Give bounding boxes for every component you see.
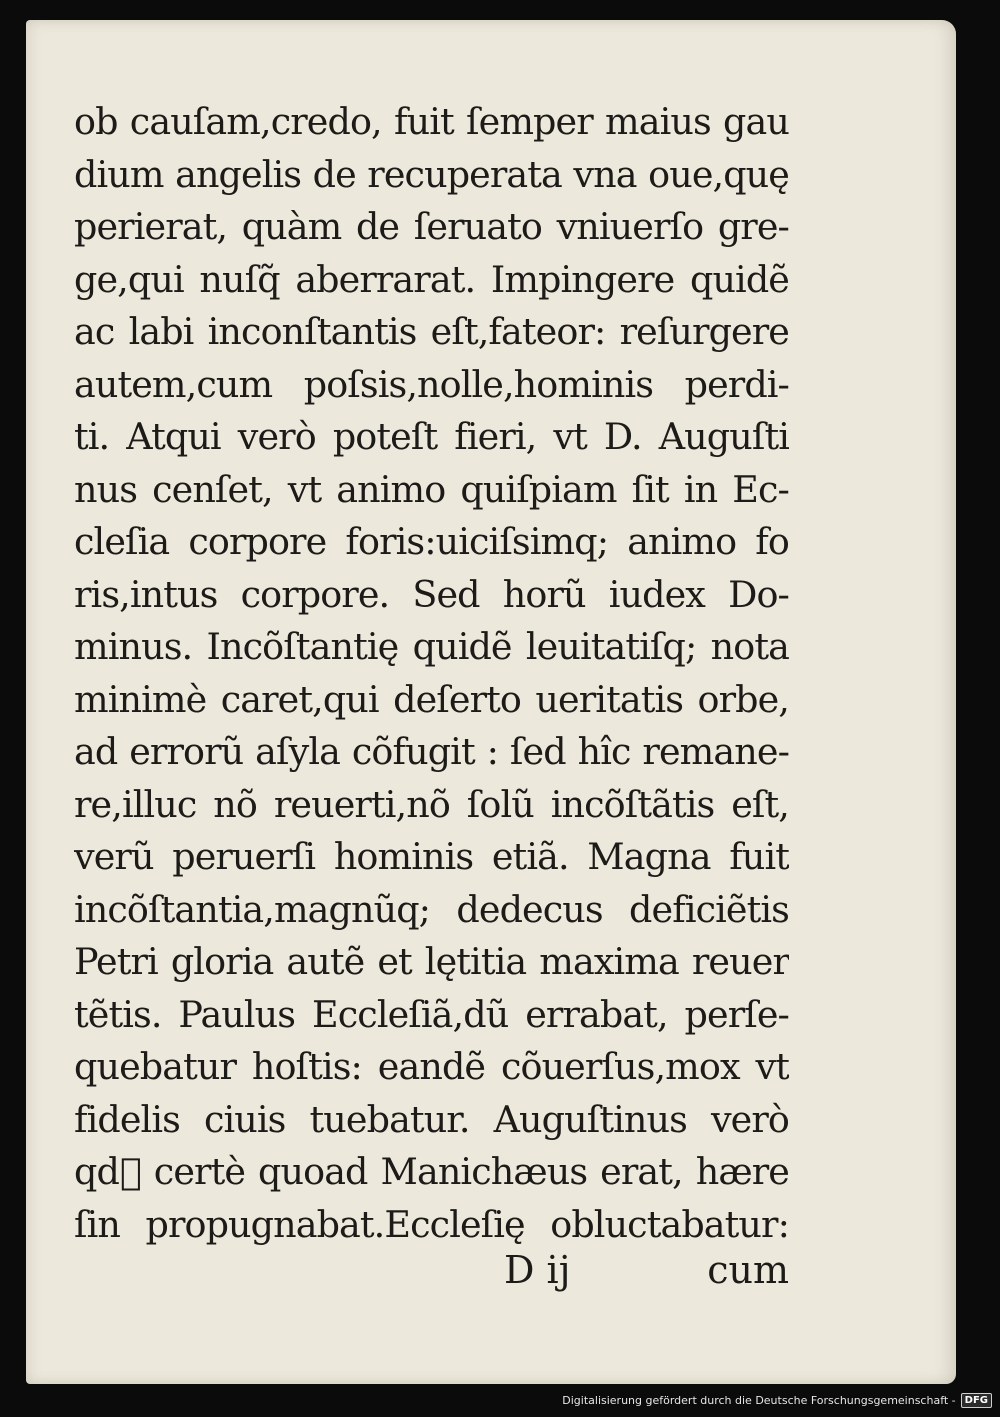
digitization-credit: Digitalisierung gefördert durch die Deutsche Forschungsgemeinschaft -	[562, 1394, 956, 1407]
text-line: fidelis ciuis tuebatur. Auguſtinus verò	[74, 1097, 789, 1141]
text-line: ac labi inconſtantis eſt,fateor: reſurgere	[74, 310, 789, 353]
text-line: nus cenſet, vt animo quiſpiam ſit in Ec-	[74, 467, 789, 511]
signature-mark: D ij	[504, 1248, 571, 1292]
text-line: perierat, quàm de ſeruato vniuerſo gre-	[74, 205, 789, 248]
text-line: autem,cum poſsis,nolle,hominis perdi-	[74, 362, 789, 406]
footer-bar	[0, 1384, 1000, 1417]
text-line: verũ peruerſi hominis etiã. Magna fuit	[74, 835, 789, 878]
text-line: incõſtantia,magnũq; dedecus deficiẽtis	[74, 887, 789, 931]
text-line: qd᷑ certè quoad Manichæus erat, hære	[74, 1150, 789, 1193]
text-line: cleſia corpore foris:uiciſsimq; animo fo	[74, 520, 789, 563]
page-foot	[74, 1244, 789, 1296]
text-block	[74, 96, 789, 1251]
text-line: minimè caret,qui deſerto ueritatis orbe,	[74, 677, 789, 721]
text-line: minus. Incõſtantię quidẽ leuitatiſq; nota	[74, 625, 789, 668]
text-line: Petri gloria autẽ et lętitia maxima reuer	[74, 940, 789, 983]
text-line: ſin propugnabat.Eccleſię obluctabatur:	[74, 1202, 789, 1246]
book-page	[26, 20, 956, 1384]
text-line: quebatur hoſtis: eandẽ cõuerſus,mox vt	[74, 1045, 789, 1088]
dfg-logo: DFG	[961, 1393, 992, 1408]
text-line: re,illuc nõ reuerti,nõ ſolũ incõſtãtis eſt,	[74, 782, 789, 826]
text-line: ob cauſam,credo, fuit ſemper maius gau	[74, 100, 789, 143]
text-line: ge,qui nuſq̃ aberrarat. Impingere quidẽ	[74, 257, 789, 301]
text-line: ris,intus corpore. Sed horũ iudex Do-	[74, 572, 789, 616]
text-line: ad errorũ aſyla cõfugit : ſed hîc remane-	[74, 730, 789, 773]
catchword: cum	[707, 1248, 789, 1292]
text-line: tẽtis. Paulus Eccleſiã,dũ errabat, perſe-	[74, 992, 789, 1036]
text-line: ti. Atqui verò poteſt fieri, vt D. Auguſti	[74, 415, 789, 458]
text-line: dium angelis de recuperata vna oue,quę	[74, 152, 789, 196]
